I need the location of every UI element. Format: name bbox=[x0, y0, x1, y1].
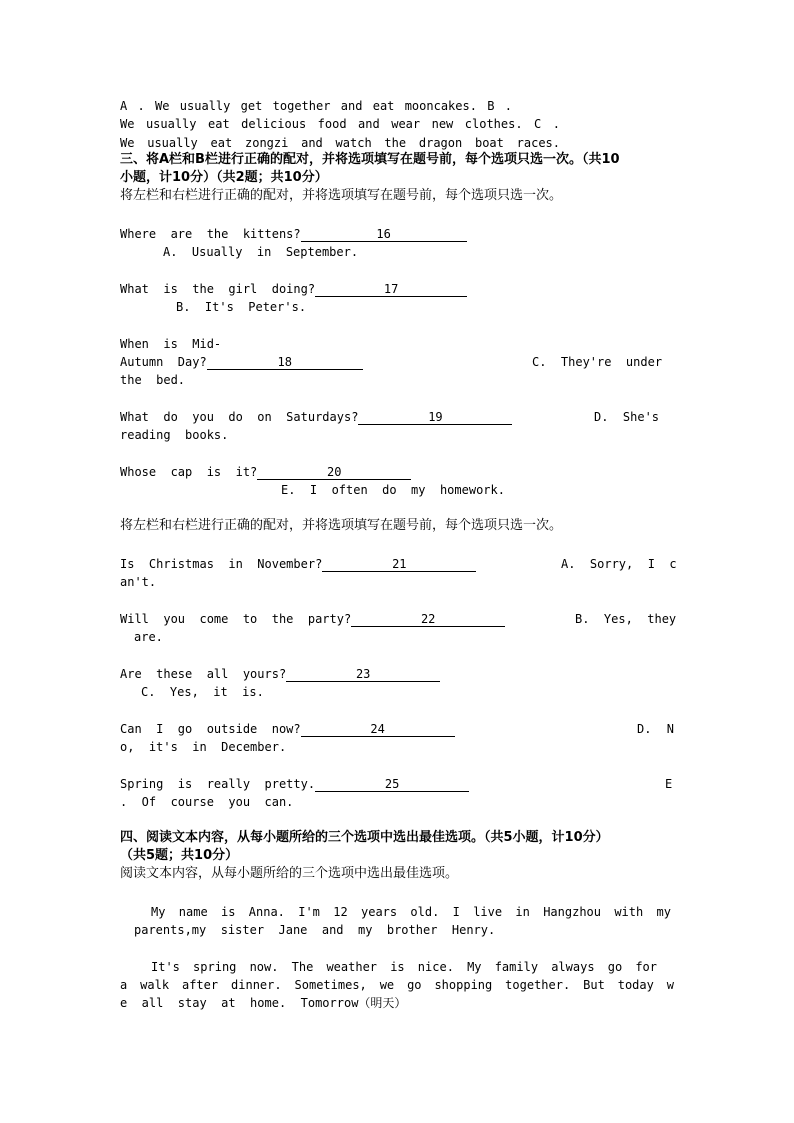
option-d: D. She's bbox=[594, 410, 660, 424]
question-21 bbox=[120, 555, 476, 573]
option-d-cont: o, it's in December. bbox=[120, 740, 287, 754]
answer-blank-18[interactable]: 18 bbox=[207, 355, 363, 370]
option-b: B. It's Peter's. bbox=[176, 300, 307, 314]
option-c-cont: the bed. bbox=[120, 373, 186, 387]
option-c: C. They're under bbox=[532, 355, 663, 369]
question-20 bbox=[120, 463, 411, 481]
question-23 bbox=[120, 665, 440, 683]
answer-blank-19[interactable]: 19 bbox=[358, 410, 512, 425]
passage-line: e all stay at home. Tomorrow（明天） bbox=[120, 996, 407, 1010]
passage-line: My name is Anna. I'm 12 years old. I live in Hangzhou with my bbox=[151, 905, 671, 919]
answer-blank-23[interactable]: 23 bbox=[286, 667, 440, 682]
passage-line: a walk after dinner. Sometimes, we go shopping together. But today w bbox=[120, 978, 674, 992]
option-d: D. N bbox=[637, 722, 674, 736]
question-16 bbox=[120, 225, 467, 243]
question-18 bbox=[120, 353, 363, 371]
option-a: A. Usually in September. bbox=[163, 245, 359, 259]
question-text: What is the girl doing? bbox=[120, 282, 316, 296]
section-heading: 四、阅读文本内容，从每小题所给的三个选项中选出最佳选项。（共5小题，计10分） bbox=[120, 830, 609, 845]
option-line: We usually eat zongzi and watch the dragon boat races. bbox=[120, 136, 560, 150]
section-instruction: 将左栏和右栏进行正确的配对，并将选项填写在题号前，每个选项只选一次。 bbox=[120, 518, 563, 533]
question-text: Will you come to the party? bbox=[120, 612, 352, 626]
section-heading: 小题，计10分）（共2题；共10分） bbox=[120, 170, 328, 185]
answer-blank-17[interactable]: 17 bbox=[315, 282, 467, 297]
question-text: Spring is really pretty. bbox=[120, 777, 316, 791]
answer-blank-20[interactable]: 20 bbox=[257, 465, 411, 480]
option-e: E. I often do my homework. bbox=[281, 483, 505, 497]
answer-blank-21[interactable]: 21 bbox=[322, 557, 476, 572]
option-d-cont: reading books. bbox=[120, 428, 229, 442]
option-line: A . We usually get together and eat mooncakes. B . bbox=[120, 99, 512, 113]
question-22 bbox=[120, 610, 505, 628]
answer-blank-24[interactable]: 24 bbox=[301, 722, 455, 737]
option-e: E bbox=[665, 777, 673, 791]
section-heading: 三、将A栏和B栏进行正确的配对，并将选项填写在题号前，每个选项只选一次。（共10 bbox=[120, 152, 620, 167]
question-17 bbox=[120, 280, 467, 298]
option-a: A. Sorry, I c bbox=[561, 557, 677, 571]
question-text: Is Christmas in November? bbox=[120, 557, 323, 571]
passage-line: It's spring now. The weather is nice. My family always go for bbox=[151, 960, 657, 974]
answer-blank-22[interactable]: 22 bbox=[351, 612, 505, 627]
question-text: What do you do on Saturdays? bbox=[120, 410, 359, 424]
option-line: We usually eat delicious food and wear new clothes. C . bbox=[120, 117, 560, 131]
question-text: Whose cap is it? bbox=[120, 465, 258, 479]
question-25 bbox=[120, 775, 469, 793]
option-e-cont: . Of course you can. bbox=[120, 795, 294, 809]
question-text: Can I go outside now? bbox=[120, 722, 301, 736]
question-19 bbox=[120, 408, 512, 426]
section-instruction: 阅读文本内容，从每小题所给的三个选项中选出最佳选项。 bbox=[120, 866, 459, 881]
question-18-line1: When is Mid- bbox=[120, 337, 222, 351]
question-text: Where are the kittens? bbox=[120, 227, 301, 241]
question-text: Are these all yours? bbox=[120, 667, 287, 681]
option-a-cont: an't. bbox=[120, 575, 157, 589]
question-text: Autumn Day? bbox=[120, 355, 207, 369]
option-b: B. Yes, they bbox=[575, 612, 677, 626]
question-24 bbox=[120, 720, 455, 738]
section-heading: （共5题；共10分） bbox=[120, 848, 239, 863]
passage-line: parents,my sister Jane and my brother Henry. bbox=[134, 923, 496, 937]
option-b-cont: are. bbox=[134, 630, 163, 644]
option-c: C. Yes, it is. bbox=[141, 685, 264, 699]
section-instruction: 将左栏和右栏进行正确的配对，并将选项填写在题号前，每个选项只选一次。 bbox=[120, 188, 563, 203]
answer-blank-25[interactable]: 25 bbox=[315, 777, 469, 792]
answer-blank-16[interactable]: 16 bbox=[301, 227, 467, 242]
